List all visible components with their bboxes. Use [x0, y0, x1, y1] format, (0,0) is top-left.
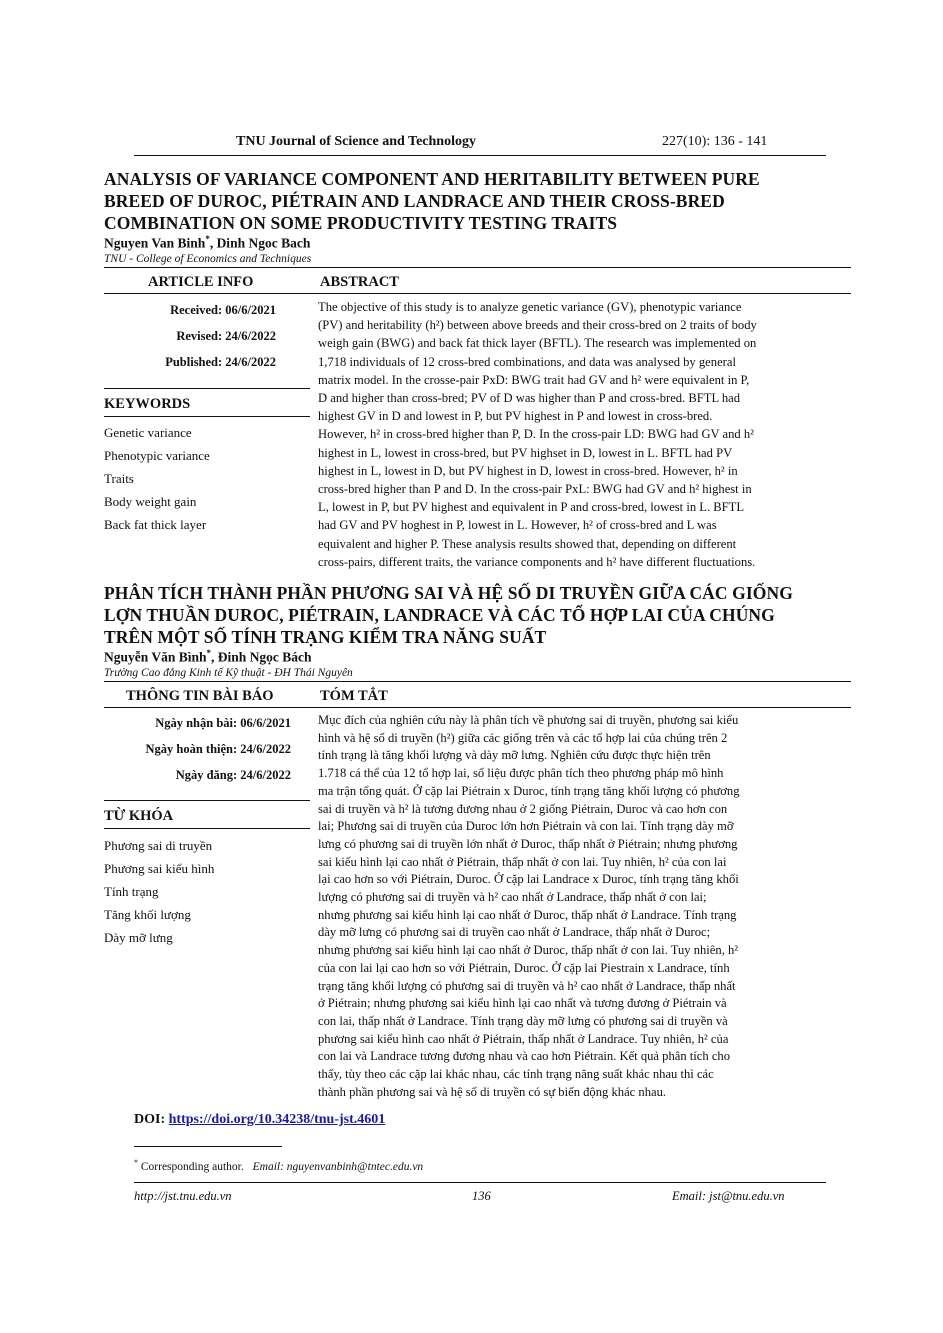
en-abstract-body — [318, 298, 848, 571]
vi-rule-top — [104, 681, 851, 682]
vi-keyword: Phương sai di truyền — [104, 838, 213, 853]
footer-rule — [134, 1182, 826, 1183]
vi-rule-mid — [104, 707, 851, 708]
en-title-line: ANALYSIS OF VARIANCE COMPONENT AND HERITABILITY BETWEEN PURE — [104, 169, 760, 189]
en-author-1: Nguyen Van Binh — [104, 235, 206, 251]
header-rule — [134, 155, 826, 156]
vi-affiliation: Trường Cao đẳng Kinh tế Kỹ thuật - ĐH Thái Nguyên — [104, 667, 353, 679]
en-abstract-line: highest in L, lowest in D, but PV highest in D, lowest in cross-bred. However, h² in — [318, 463, 738, 478]
vi-abstract-line: con lai, thấp nhất ở Landrace. Tính trạng dày mỡ lưng có phương sai di truyền và — [318, 1013, 728, 1028]
en-abstract-line: The objective of this study is to analyze genetic variance (GV), phenotypic variance — [318, 300, 742, 314]
vi-abstract-line: dày mỡ lưng có phương sai di truyền cao nhất ở Landrace, thấp nhất ở Duroc; — [318, 925, 711, 940]
vi-revised: Ngày hoàn thiện: 24/6/2022 — [145, 742, 291, 756]
en-author-2: , Dinh Ngoc Bach — [209, 235, 311, 251]
en-title — [104, 168, 844, 234]
en-revised: Revised: 24/6/2022 — [176, 329, 276, 343]
journal-name: TNU Journal of Science and Technology — [236, 134, 476, 149]
vi-author-2: , Đinh Ngọc Bách — [211, 649, 312, 665]
vi-keyword: Phương sai kiểu hình — [104, 861, 215, 876]
en-abstract-line: (PV) and heritability (h²) between above breeds and their cross-bred on 2 traits of body — [318, 318, 757, 333]
vi-title — [104, 582, 864, 648]
vi-abstract-line: lượng có phương sai di truyền và h² cao nhất ở Landrace, thấp nhất ở con lai; — [318, 890, 707, 905]
doi-line — [134, 1112, 385, 1128]
en-abstract-line: D and higher than cross-bred; PV of D was higher than P and cross-bred. BFTL had — [318, 391, 741, 406]
vi-authors: Nguyễn Văn Bình*, Đinh Ngọc Bách — [104, 648, 312, 665]
en-rule-top — [104, 267, 851, 268]
vi-abstract-line: của con lai lại cao hơn so với Piétrain, Duroc. Ở cặp lai Piestrain x Landrace, tính — [318, 960, 730, 975]
en-abstract-line: L, lowest in P, but PV highest and equivalent in P and cross-bred, lowest in L. BFTL — [318, 500, 745, 515]
vi-abstract-line: thành phần phương sai và hệ số di truyền có sự biến động khác nhau. — [318, 1084, 667, 1099]
vi-abstract-line: trạng tăng khối lượng có phương sai di truyền và h² cao nhất ở Landrace, thấp nhất — [318, 978, 736, 993]
vi-abstract-line: nhưng phương sai kiểu hình lại cao nhất ở Duroc, thấp nhất ở con lai. Tuy nhiên, h² — [318, 943, 739, 958]
vi-abstract-line: Mục đích của nghiên cứu này là phân tích về phương sai di truyền, phương sai kiểu — [318, 713, 739, 727]
doi-label: DOI: — [134, 1112, 169, 1127]
en-abstract-line: equivalent and higher P. These analysis results showed that, depending on different — [318, 536, 737, 551]
en-abstract-line: had GV and PV hoghest in P, lowest in L. However, h² of cross-bred and L was — [318, 518, 717, 533]
vi-keyword: Tính trạng — [104, 884, 159, 899]
en-abstract-line: cross-bred higher than P and D. In the cross-pair PxL: BWG had GV and h² highest in — [318, 482, 752, 497]
en-keyword: Traits — [104, 471, 134, 486]
footer-website[interactable]: http://jst.tnu.edu.vn — [134, 1189, 232, 1203]
en-rule-mid — [104, 293, 851, 294]
en-abstract-line: cross-pairs, different traits, the variance components and h² have different fluctuations. — [318, 554, 756, 569]
vi-abstract-line: con lai và Landrace tương đương nhau và cao hơn Piétrain. Kết quả phân tích cho — [318, 1049, 731, 1064]
vi-abstract-body — [318, 712, 848, 1101]
vi-abstract-line: 1.718 cá thể của 12 tổ hợp lai, số liệu được phân tích theo phương pháp mô hình — [318, 766, 724, 781]
vi-abstract-line: lại cao hơn so với Piétrain, Duroc. Ở cặp lai Landrace x Duroc, tính trạng tăng khối — [318, 872, 739, 887]
en-title-line: COMBINATION ON SOME PRODUCTIVITY TESTING TRAITS — [104, 213, 618, 233]
vi-received: Ngày nhận bài: 06/6/2021 — [155, 716, 291, 730]
volume-pages: 227(10): 136 - 141 — [662, 134, 768, 149]
en-keyword: Back fat thick layer — [104, 517, 207, 532]
en-affiliation: TNU - College of Economics and Techniques — [104, 253, 312, 265]
footnote: * Corresponding author. Email: nguyenvanbinh@tntec.edu.vn — [134, 1158, 424, 1173]
vi-abstract-line: nhưng phương sai kiểu hình lại cao nhất ở Duroc, thấp nhất ở Landrace. Tính trạng — [318, 907, 737, 922]
en-keyword: Body weight gain — [104, 494, 197, 509]
vi-abstract-line: ở Piétrain; nhưng phương sai kiểu hình lại cao nhất và tương đương ở Piétrain và — [318, 996, 727, 1011]
vi-keywords-head: TỪ KHÓA — [104, 808, 174, 824]
vi-abstract-line: sai kiểu hình lại cao nhất ở Piétrain, thấp nhất ở con lai. Tuy nhiên, h² của con lai — [318, 854, 727, 869]
vi-published: Ngày đăng: 24/6/2022 — [175, 768, 291, 782]
vi-abstract-line: hình và hệ số di truyền (h²) giữa các giống trên và các tổ hợp lai của chúng trên 2 — [318, 730, 728, 745]
vi-abstract-line: thấy, tùy theo các cặp lai khác nhau, các tính trạng năng suất khác nhau thì các — [318, 1067, 714, 1082]
vi-keyword: Tăng khối lượng — [104, 907, 191, 922]
en-abstract-line: However, h² in cross-bred higher than P, D. In the cross-pair LD: BWG had GV and h² — [318, 427, 754, 442]
vi-abstract-line: phương sai kiểu hình cao nhất ở Piétrain, thấp nhất ở Landrace. Tuy nhiên, h² của — [318, 1031, 729, 1046]
en-keywords-head: KEYWORDS — [104, 396, 191, 412]
vi-title-line: TRÊN MỘT SỐ TÍNH TRẠNG KIỂM TRA NĂNG SUẤT — [104, 627, 547, 647]
footer-email[interactable]: Email: jst@tnu.edu.vn — [672, 1189, 785, 1203]
vi-article-info-head: THÔNG TIN BÀI BÁO — [126, 688, 274, 704]
en-received: Received: 06/6/2021 — [170, 303, 276, 317]
footnote-label: Corresponding author. — [138, 1160, 244, 1173]
vi-title-line: PHÂN TÍCH THÀNH PHẦN PHƯƠNG SAI VÀ HỆ SỐ DI TRUYỀN GIỮA CÁC GIỐNG — [104, 583, 793, 603]
en-title-line: BREED OF DUROC, PIÉTRAIN AND LANDRACE AND THEIR CROSS-BRED — [104, 191, 725, 211]
doi-link[interactable]: https://doi.org/10.34238/tnu-jst.4601 — [168, 1112, 386, 1127]
en-info-rule — [104, 388, 310, 389]
en-abstract-line: highest in L, lowest in cross-bred, but PV highset in D, lowest in L. BFTL had PV — [318, 445, 733, 460]
en-abstract-line: 1,718 individuals of 12 cross-bred combinations, and data was analysed by general — [318, 354, 736, 369]
en-keywords-rule — [104, 416, 310, 417]
en-abstract-line: matrix model. In the crosse-pair PxD: BWG trait had GV and h² were equivalent in P, — [318, 372, 750, 387]
vi-info-rule — [104, 800, 310, 801]
vi-abstract-line: ma trận tổng quát. Ở cặp lai Piétrain x Duroc, tính trạng tăng khối lượng có phương — [318, 783, 740, 798]
en-abstract-line: highest GV in D and lowest in P, but PV highest in P and lowest in cross-bred. — [318, 409, 713, 424]
vi-abstract-head: TÓM TẮT — [320, 688, 388, 704]
en-published: Published: 24/6/2022 — [165, 355, 276, 369]
vi-keywords-rule — [104, 828, 310, 829]
en-authors: Nguyen Van Binh*, Dinh Ngoc Bach — [104, 234, 311, 251]
en-abstract-line: weigh gain (BWG) and back fat thick layer (BFTL). The research was implemented on — [318, 336, 757, 351]
vi-abstract-line: lưng có phương sai di truyền lớn nhất ở Duroc, thấp nhất ở Piétrain; nhưng phương — [318, 836, 738, 851]
vi-abstract-line: lai; Phương sai di truyền của Duroc lớn hơn Piétrain và con lai. Tính trạng dày mỡ — [318, 819, 734, 834]
vi-keyword: Dày mỡ lưng — [104, 930, 173, 945]
vi-abstract-line: sai di truyền và h² là tương đương nhau ở 2 giống Piétrain, Duroc và cao hơn con — [318, 801, 728, 816]
en-abstract-head: ABSTRACT — [320, 274, 399, 290]
footnote-rule — [134, 1146, 282, 1147]
en-keyword: Genetic variance — [104, 425, 192, 440]
footer-page-number: 136 — [472, 1189, 491, 1203]
vi-abstract-line: tính trạng là tăng khối lượng và dày mỡ lưng. Nghiên cứu được thực hiện trên — [318, 748, 711, 763]
vi-title-line: LỢN THUẦN DUROC, PIÉTRAIN, LANDRACE VÀ CÁC TỔ HỢP LAI CỦA CHÚNG — [104, 605, 775, 625]
en-keyword: Phenotypic variance — [104, 448, 210, 463]
en-article-info-head: ARTICLE INFO — [148, 274, 254, 290]
vi-author-1: Nguyễn Văn Bình — [104, 649, 207, 665]
corresponding-email: Email: nguyenvanbinh@tntec.edu.vn — [252, 1160, 424, 1173]
